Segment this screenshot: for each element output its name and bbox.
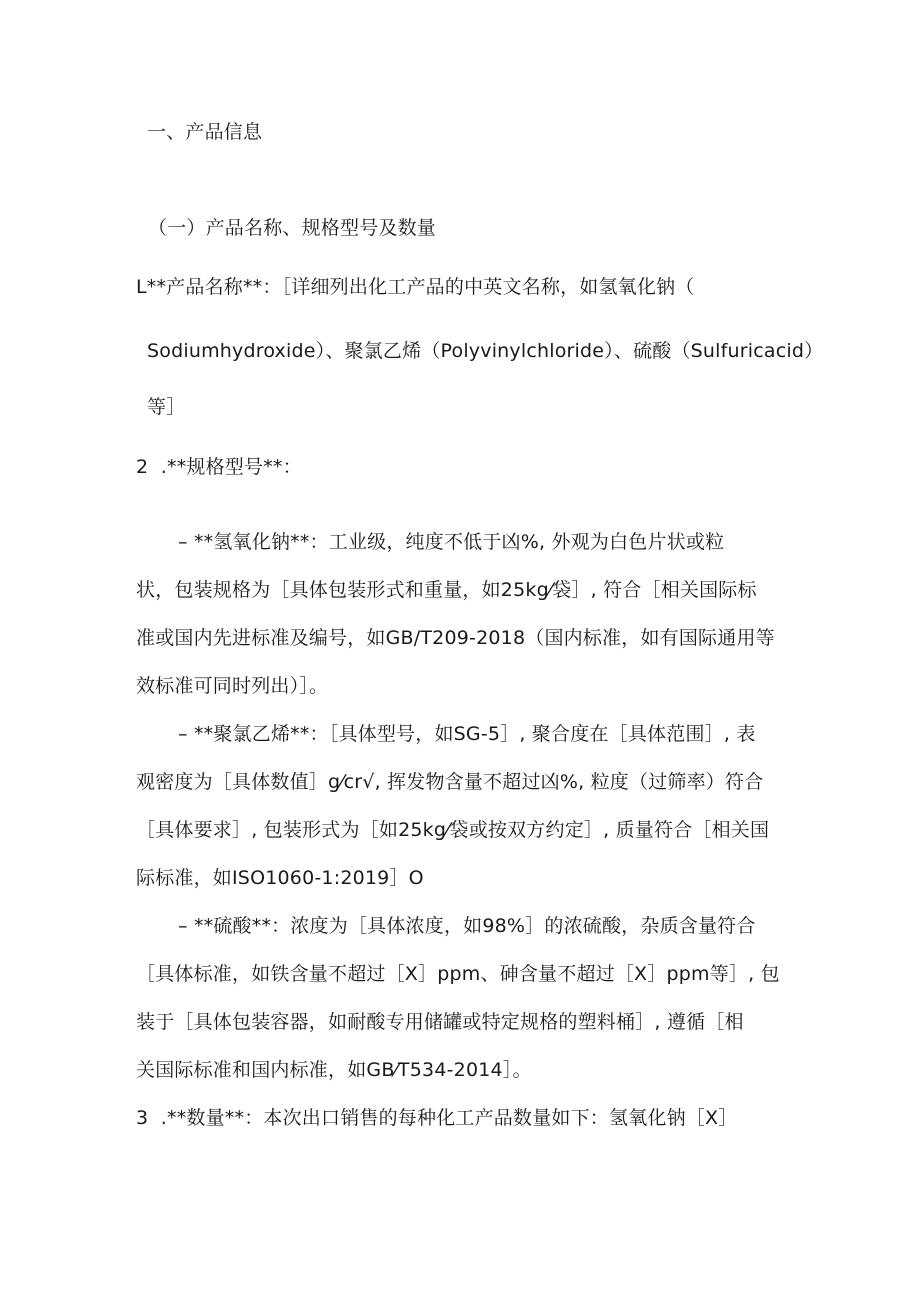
acid-line-1: – **硫酸**：浓度为［具体浓度，如98%］的浓硫酸，杂质含量符合 [178,915,756,937]
acid-line-4: 关国际标准和国内标准，如GB⁄T534-2014］。 [136,1059,532,1081]
naoh-line-1: – **氢氧化钠**：工业级，纯度不低于凶%, 外观为白色片状或粒 [178,531,725,553]
acid-line-3: 装于［具体包装容器，如耐酸专用储罐或特定规格的塑料桶］, 遵循［相 [136,1011,744,1033]
naoh-line-3: 准或国内先进标准及编号，如GB/T209-2018（国内标准，如有国际通用等 [136,627,775,649]
pvc-line-3: ［具体要求］, 包装形式为［如25kg⁄袋或按双方约定］, 质量符合［相关国 [136,819,770,841]
acid-line-2: ［具体标准，如铁含量不超过［X］ppm、砷含量不超过［X］ppm等］, 包 [136,963,780,985]
subsection-title: （一）产品名称、规格型号及数量 [148,217,437,239]
naoh-line-4: 效标准可同时列出）］。 [136,675,329,697]
pvc-line-4: 际标准，如ISO1060-1:2019］O [136,867,424,889]
pvc-line-1: – **聚氯乙烯**：［具体型号，如SG-5］, 聚合度在［具体范围］, 表 [178,723,756,745]
item2-heading: 2 .**规格型号**： [136,456,302,478]
section-title: 一、产品信息 [147,121,263,143]
item1-line-2: Sodiumhydroxide）、聚氯乙烯（Polyvinylchloride）、硫酸（Sulfuricacid） [147,340,824,362]
item3-line: 3 .**数量**：本次出口销售的每种化工产品数量如下：氢氧化钠［X］ [136,1107,738,1129]
item1-line-3: 等］ [147,396,186,418]
item1-line-1: L**产品名称**：［详细列出化工产品的中英文名称，如氢氧化钠（ [136,276,695,298]
pvc-line-2: 观密度为［具体数值］g⁄cr√, 挥发物含量不超过凶%, 粒度（过筛率）符合 [136,771,764,793]
naoh-line-2: 状，包装规格为［具体包装形式和重量，如25kg⁄袋］, 符合［相关国际标 [136,579,757,601]
